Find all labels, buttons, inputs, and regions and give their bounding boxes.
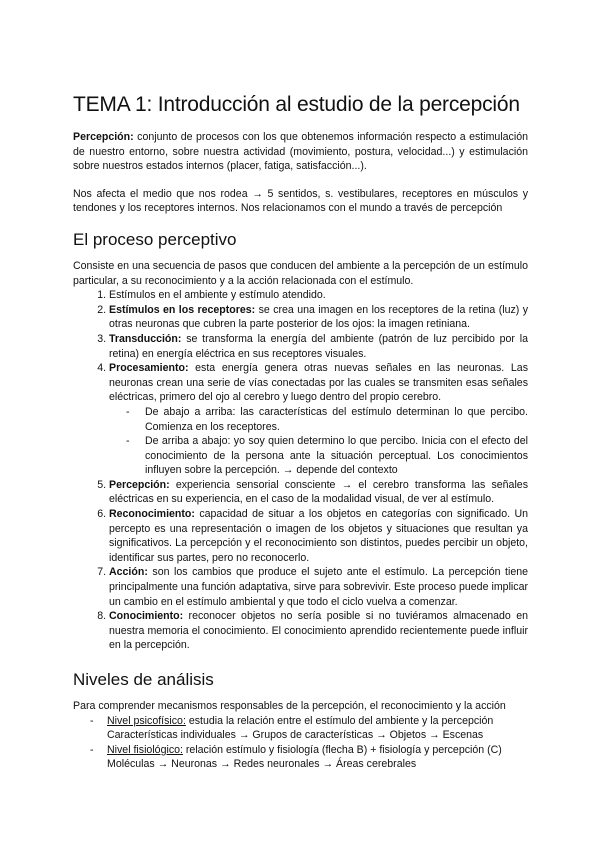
section-intro: Consiste en una secuencia de pasos que conducen del ambiente a la percepción de un estímulo particular, a su reconocimiento y a la acción relacionada con el estímulo. <box>73 259 528 287</box>
level-chain: Características individuales → Grupos de características → Objetos → Escenas <box>107 729 484 742</box>
step-term: Reconocimiento: <box>109 508 195 521</box>
step-term: Transducción: <box>109 332 182 345</box>
list-item: 4. Procesamiento: esta energía genera otras nuevas señales en las neuronas. Las neuronas crean una serie de vías conectadas por las cuales se transmiten esas señales eléctricas, primero del ojo al cerebro y luego dentro del propio cerebro. - De abajo a arriba: las características del estímulo determinan lo que percibo. Comienza en los receptores. - De arriba a abajo: yo soy quien determino lo que percibo. Inicia con el efecto del conocimiento de la persona ante la situación perceptual. Los conocimientos influyen sobre la percepción. → depende del contexto <box>109 361 528 478</box>
page-title: TEMA 1: Introducción al estudio de la percepción <box>73 93 520 116</box>
list-item: 7. Acción: son los cambios que produce el sujeto ante el estímulo. La percepción tiene principalmente una función adaptativa, sirve para sobrevivir. Este proceso puede implicar un cambio en el estímulo ambiental y que todo el ciclo vuelva a comenzar. <box>109 565 528 609</box>
sub-list-item: - De arriba a abajo: yo soy quien determino lo que percibo. Inicia con el efecto del conocimiento de la persona ante la situación perceptual. Los conocimientos influyen sobre la percepción. → depende del contexto <box>145 434 528 478</box>
definition-text: conjunto de procesos con los que obtenemos información respecto a estimulación de nuestro entorno, sobre nuestra actividad (movimiento, postura, velocidad...) y estimulación sobre nuestros estados internos (placer, fatiga, satisfacción...). <box>73 131 528 173</box>
processing-sublist <box>109 405 528 478</box>
list-item: 2. Estímulos en los receptores: se crea una imagen en los receptores de la retina (luz) y otras neuronas que cubren la parte posterior de los ojos: la imagen retiniana. <box>109 303 528 332</box>
document-page <box>73 92 528 772</box>
analysis-levels-list <box>73 714 528 772</box>
step-term: Procesamiento: <box>109 362 189 375</box>
perception-definition <box>73 130 528 174</box>
level-chain: Moléculas → Neuronas → Redes neuronales → Áreas cerebrales <box>107 758 417 771</box>
step-term: Conocimiento: <box>109 610 184 623</box>
step-term: Estímulos en los receptores: <box>109 303 256 316</box>
list-item: 1. Estímulos en el ambiente y estímulo atendido. <box>109 288 528 303</box>
level-term: Nivel fisiológico: <box>107 743 183 756</box>
section-intro: Para comprender mecanismos responsables de la percepción, el reconocimiento y la acción <box>73 700 506 712</box>
list-item: 8. Conocimiento: reconocer objetos no sería posible si no tuviéramos almacenado en nuestra memoria el conocimiento. El conocimiento aprendido recientemente puede influir en la percepción. <box>109 609 528 653</box>
definition-term: Percepción: <box>73 131 134 143</box>
list-item: 5. Percepción: experiencia sensorial consciente → el cerebro transforma las señales eléctricas en su experiencia, en el caso de la modalidad visual, de ver al estímulo. <box>109 478 528 507</box>
section-title-perceptual-process: El proceso perceptivo <box>73 229 237 249</box>
step-term: Percepción: <box>109 478 170 491</box>
step-term: Acción: <box>109 566 148 579</box>
list-item: 3. Transducción: se transforma la energía del ambiente (patrón de luz percibido por la retina) en energía eléctrica en sus receptores visuales. <box>109 332 528 361</box>
list-item: - Nivel psicofísico: estudia la relación entre el estímulo del ambiente y la percepción Características individuales → Grupos de características → Objetos → Escenas <box>107 714 528 743</box>
sub-list-item: - De abajo a arriba: las características del estímulo determinan lo que percibo. Comienza en los receptores. <box>145 405 528 434</box>
process-steps-list <box>73 288 528 653</box>
environment-paragraph: Nos afecta el medio que nos rodea → 5 sentidos, s. vestibulares, receptores en músculos y tendones y los receptores internos. Nos relacionamos con el mundo a través de percepción <box>73 187 528 215</box>
list-item: - Nivel fisiológico: relación estímulo y fisiología (flecha B) + fisiología y percepción (C) Moléculas → Neuronas → Redes neuronales → Áreas cerebrales <box>107 743 528 772</box>
section-title-analysis-levels: Niveles de análisis <box>73 670 214 689</box>
list-item: 6. Reconocimiento: capacidad de situar a los objetos en categorías con significado. Un percepto es una representación o imagen de los objetos y situaciones que resultan ya significativos. La percepción y el reconocimiento son distintos, puedes percibir un objeto, identificar sus partes, pero no reconocerlo. <box>109 507 528 565</box>
level-term: Nivel psicofísico: <box>107 714 186 727</box>
